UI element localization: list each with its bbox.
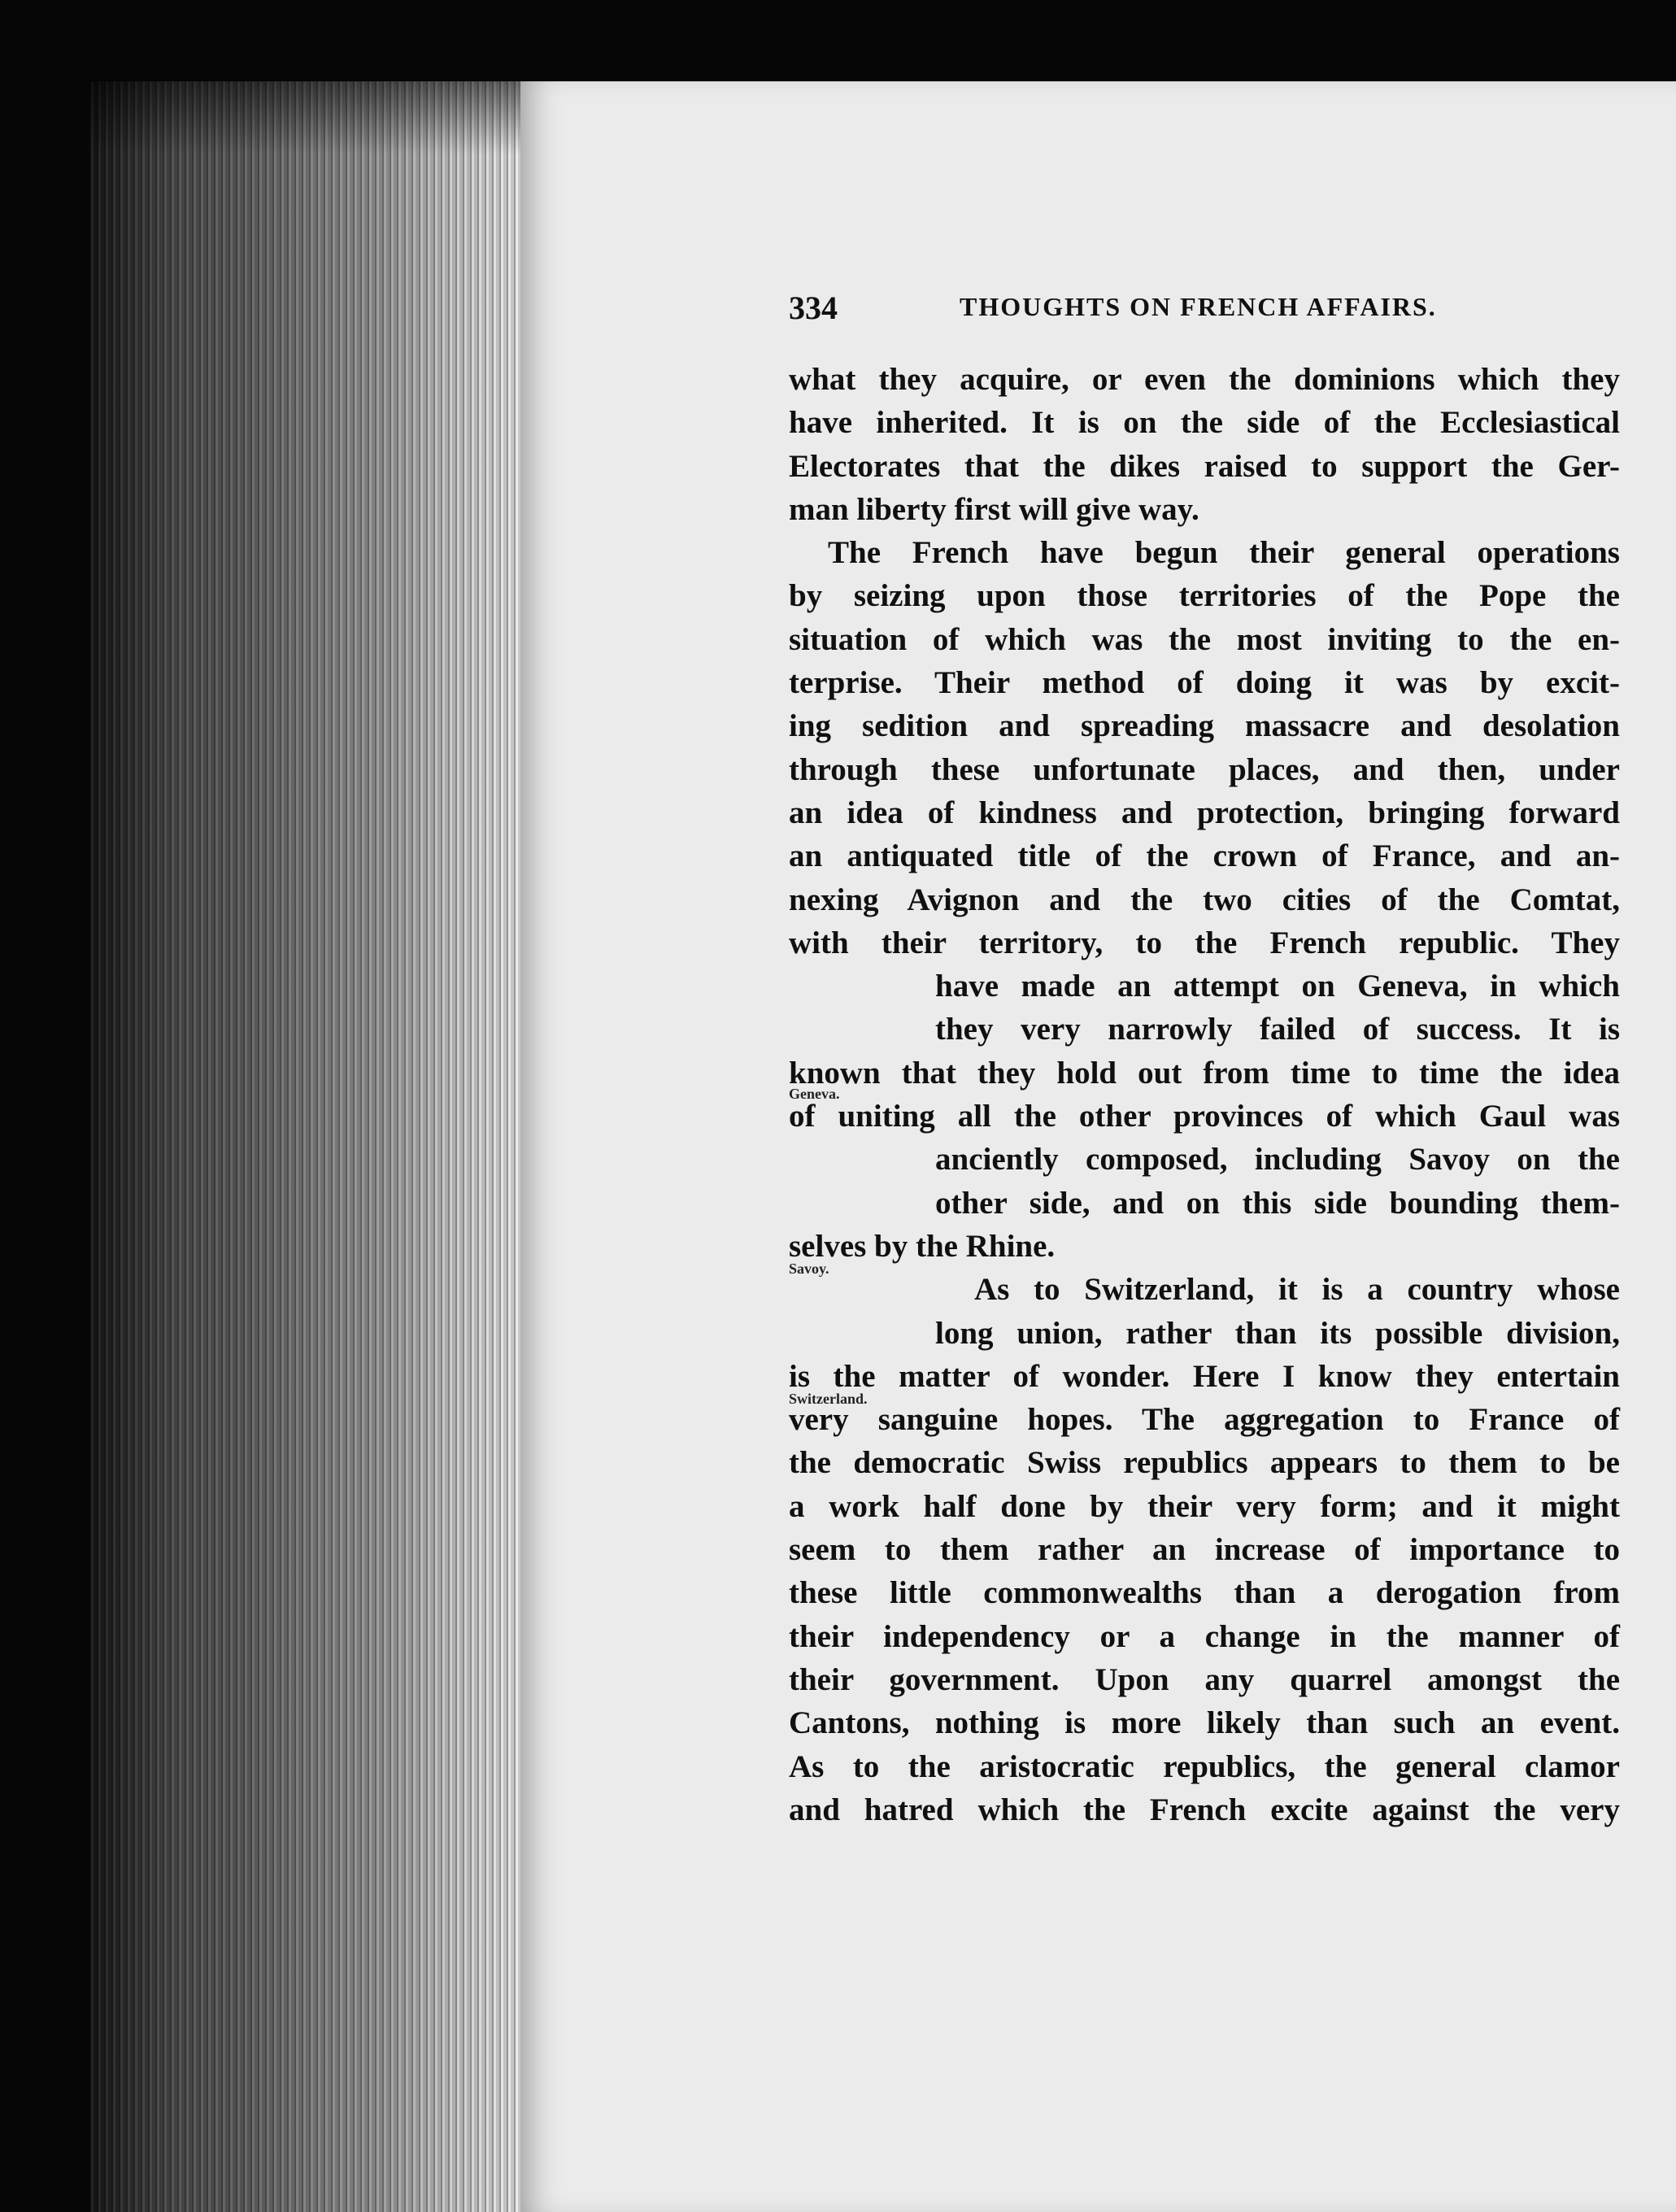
page-number: 334 bbox=[789, 290, 838, 326]
text-line: long union, rather than its possible division, bbox=[935, 1315, 1620, 1351]
book-page bbox=[520, 81, 1676, 2212]
text-line: ing sedition and spreading massacre and desolation bbox=[789, 708, 1620, 744]
text-line: selves by the Rhine. bbox=[789, 1228, 1056, 1264]
text-line: is the matter of wonder. Here I know they entertain bbox=[789, 1358, 1620, 1394]
text-line: these little commonwealths than a derogation from bbox=[789, 1575, 1620, 1611]
text-line: they very narrowly failed of success. It is bbox=[935, 1012, 1620, 1047]
text-line: seem to them rather an increase of importance to bbox=[789, 1532, 1620, 1568]
text-line: nexing Avignon and the two cities of the Comtat, bbox=[789, 882, 1620, 917]
text-line: anciently composed, including Savoy on the bbox=[935, 1142, 1620, 1178]
text-line: an idea of kindness and protection, bringing forward bbox=[789, 795, 1620, 830]
page-header bbox=[789, 289, 1602, 329]
text-line: Cantons, nothing is more likely than such an event. bbox=[789, 1705, 1620, 1741]
text-line: by seizing upon those territories of the Pope the bbox=[789, 578, 1620, 614]
book-edge-shadow bbox=[89, 81, 529, 155]
text-line: The French have begun their general operations bbox=[828, 535, 1620, 571]
sidenote-savoy: Savoy. bbox=[789, 1261, 829, 1277]
text-line: very sanguine hopes. The aggregation to France of bbox=[789, 1402, 1620, 1438]
text-line: an antiquated title of the crown of France, and an- bbox=[789, 838, 1620, 874]
text-line: other side, and on this side bounding them- bbox=[935, 1185, 1620, 1221]
text-line: a work half done by their very form; and it might bbox=[789, 1488, 1620, 1524]
text-line: situation of which was the most inviting to the en- bbox=[789, 621, 1620, 657]
text-line: of uniting all the other provinces of which Gaul was bbox=[789, 1099, 1620, 1134]
running-title: THOUGHTS ON FRENCH AFFAIRS. bbox=[960, 292, 1437, 321]
text-line: through these unfortunate places, and then, under bbox=[789, 751, 1620, 787]
text-line: terprise. Their method of doing it was by excit- bbox=[789, 665, 1620, 701]
text-line: As to Switzerland, it is a country whose bbox=[974, 1272, 1620, 1308]
text-line: As to the aristocratic republics, the general clamor bbox=[789, 1748, 1620, 1784]
text-line: have inherited. It is on the side of the Ecclesiastical bbox=[789, 405, 1620, 441]
text-line: Electorates that the dikes raised to support the Ger- bbox=[789, 448, 1620, 484]
text-line: known that they hold out from time to time the idea bbox=[789, 1055, 1620, 1091]
text-line: have made an attempt on Geneva, in which bbox=[935, 969, 1620, 1004]
text-line: with their territory, to the French republic. They bbox=[789, 925, 1620, 960]
text-line: their government. Upon any quarrel amongst the bbox=[789, 1661, 1620, 1697]
sidenote-switzerland: Switzerland. bbox=[789, 1391, 868, 1407]
body-text bbox=[789, 358, 1620, 1831]
text-line: what they acquire, or even the dominions which they bbox=[789, 362, 1620, 397]
sidenote-geneva: Geneva. bbox=[789, 1086, 840, 1102]
text-line: man liberty first will give way. bbox=[789, 491, 1199, 527]
text-line: their independency or a change in the manner of bbox=[789, 1618, 1620, 1654]
text-line: and hatred which the French excite against the very bbox=[789, 1792, 1620, 1827]
text-line: the democratic Swiss republics appears to them to be bbox=[789, 1445, 1620, 1481]
book-page-edges bbox=[89, 81, 529, 2212]
